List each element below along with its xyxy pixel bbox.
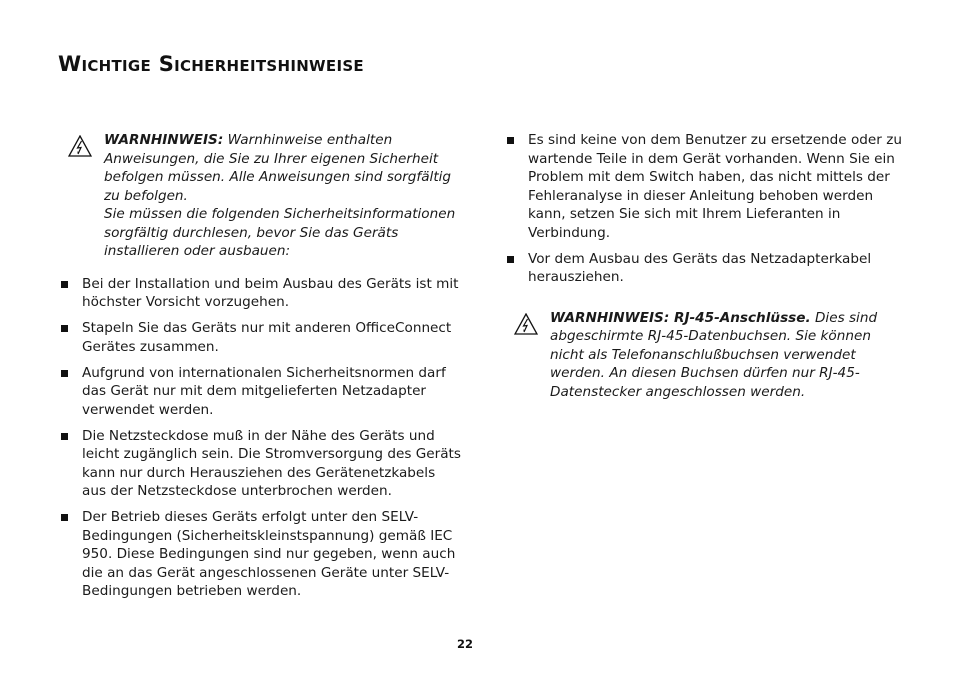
list-item (58, 427, 463, 501)
list-item (58, 364, 463, 420)
right-column (504, 131, 909, 415)
list-item-text: Vor dem Ausbau des Geräts das Netzadapterkabel herausziehen. (528, 250, 872, 285)
warning-icon (68, 135, 92, 157)
list-item-text: Die Netzsteckdose muß in der Nähe des Geräts und leicht zugänglich sein. Die Stromversorgung des Geräts kann nur durch Herausziehen des Gerätenetzkabels aus der Netzsteckdose unterbrochen werden. (82, 427, 461, 499)
list-item-text: Aufgrund von internationalen Sicherheitsnormen darf das Gerät nur mit dem mitgelieferten Netzadapter verwendet werden. (82, 364, 446, 418)
bullet-square-icon (61, 433, 68, 440)
warning-lead: WARNHINWEIS: (104, 132, 224, 148)
list-item-text: Der Betrieb dieses Geräts erfolgt unter den SELV-Bedingungen (Sicherheitskleinstspannung) gemäß IEC 950. Diese Bedingungen sind nur gegeben, wenn auch die an das Gerät angeschlossenen Geräte unter SELV-Bedingungen betrieben werden. (82, 509, 456, 599)
bullet-square-icon (507, 256, 514, 263)
warning-general (58, 131, 463, 261)
warning-text (104, 131, 463, 205)
warning-text (550, 309, 909, 402)
warning-icon (514, 313, 538, 335)
list-item (58, 508, 463, 601)
bullet-square-icon (61, 325, 68, 332)
right-bullet-list (504, 131, 909, 287)
list-item-text: Bei der Installation und beim Ausbau des Geräts ist mit höchster Vorsicht vorzugehen. (82, 275, 459, 310)
list-item-text: Es sind keine von dem Benutzer zu ersetzende oder zu wartende Teile in dem Gerät vorhanden. Wenn Sie ein Problem mit dem Switch haben, das nicht mittels der Fehleranalyse in dieser Anleitung behoben werden kann, setzen Sie sich mit Ihrem Lieferanten in Verbindung. (528, 132, 902, 241)
warning-text-2: Sie müssen die folgenden Sicherheitsinformationen sorgfältig durchlesen, bevor Sie das Geräts installieren oder ausbauen: (104, 206, 456, 259)
list-item (58, 275, 463, 312)
list-item (504, 131, 909, 242)
left-column (58, 131, 463, 608)
warning-rj45 (504, 309, 909, 402)
left-bullet-list (58, 275, 463, 601)
page-number: 22 (456, 637, 473, 651)
list-item (504, 250, 909, 287)
list-item-text: Stapeln Sie das Geräts nur mit anderen OfficeConnect Gerätes zusammen. (82, 320, 452, 355)
bullet-square-icon (61, 514, 68, 521)
list-item (58, 319, 463, 356)
bullet-square-icon (507, 137, 514, 144)
warning-body: Dies sind abgeschirmte RJ-45-Datenbuchsen. Sie können nicht als Telefonanschlußbuchsen verwendet werden. An diesen Buchsen dürfen nur RJ-45-Datenstecker angeschlossen werden. (550, 309, 878, 400)
bullet-square-icon (61, 281, 68, 288)
page-title: Wichtige Sicherheitshinweise (58, 52, 364, 76)
bullet-square-icon (61, 370, 68, 377)
warning-body: Warnhinweise enthalten Anweisungen, die Sie zu Ihrer eigenen Sicherheit befolgen müssen. Alle Anweisungen sind sorgfältig zu befolgen. (104, 132, 452, 204)
warning-lead: WARNHINWEIS: RJ-45-Anschlüsse. (550, 309, 811, 326)
